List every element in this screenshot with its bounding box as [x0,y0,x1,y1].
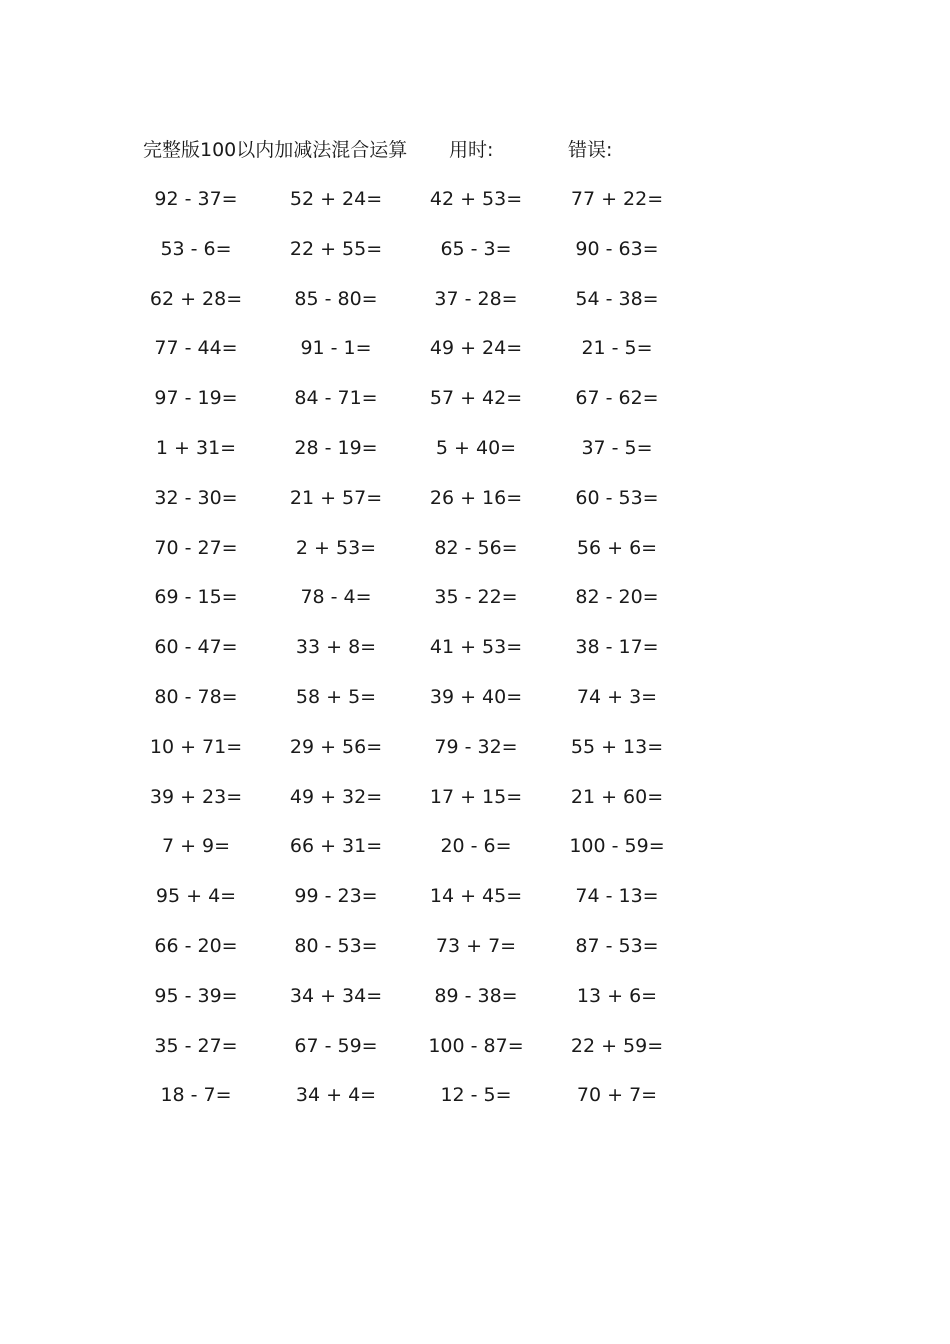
math-problem: 26 + 16= [429,486,523,509]
math-problem: 60 - 53= [575,486,659,509]
worksheet-header [143,137,703,163]
math-problem: 60 - 47= [154,636,238,659]
math-problem: 55 + 13= [570,735,664,758]
math-problem: 33 + 8= [295,636,377,659]
math-problem: 92 - 37= [154,188,238,210]
math-problem: 58 + 5= [295,685,377,708]
math-problem: 80 - 78= [154,685,238,708]
math-problem: 35 - 22= [434,586,518,609]
math-problem: 70 - 27= [154,536,238,559]
problem-row [0,883,950,933]
math-problem: 52 + 24= [289,188,383,210]
time-label: 用时: [449,139,494,161]
math-problem: 17 + 15= [429,785,523,808]
math-problem: 82 - 20= [575,586,659,609]
problem-row [0,385,950,435]
math-problem: 7 + 9= [161,835,231,858]
math-problem: 42 + 53= [429,188,523,210]
math-problem: 32 - 30= [154,486,238,509]
math-problem: 100 - 59= [569,835,665,858]
problem-row [0,286,950,336]
problem-row [0,734,950,784]
problem-row [0,983,950,1033]
math-problem: 95 + 4= [155,885,237,908]
math-problem: 69 - 15= [154,586,238,609]
problem-row [0,784,950,834]
problem-grid [0,186,950,1132]
problem-row [0,435,950,485]
errors-label: 错误: [568,139,613,161]
math-problem: 65 - 3= [440,237,512,260]
problem-row [0,186,950,236]
math-problem: 1 + 31= [155,436,237,459]
math-problem: 49 + 32= [289,785,383,808]
math-problem: 99 - 23= [294,885,378,908]
math-problem: 70 + 7= [576,1084,658,1107]
math-problem: 57 + 42= [429,387,523,410]
problem-row [0,933,950,983]
math-problem: 66 + 31= [289,835,383,858]
math-problem: 37 - 5= [581,436,653,459]
math-problem: 41 + 53= [429,636,523,659]
math-problem: 29 + 56= [289,735,383,758]
math-problem: 77 - 44= [154,337,238,360]
problem-row [0,485,950,535]
math-problem: 90 - 63= [575,237,659,260]
math-problem: 79 - 32= [434,735,518,758]
math-problem: 28 - 19= [294,436,378,459]
math-problem: 74 - 13= [575,885,659,908]
problem-row [0,335,950,385]
math-problem: 21 + 57= [289,486,383,509]
math-problem: 34 + 4= [295,1084,377,1107]
math-problem: 39 + 23= [149,785,243,808]
math-problem: 12 - 5= [440,1084,512,1107]
math-problem: 34 + 34= [289,984,383,1007]
math-problem: 77 + 22= [570,188,664,210]
math-problem: 54 - 38= [575,287,659,310]
math-problem: 14 + 45= [429,885,523,908]
math-problem: 97 - 19= [154,387,238,410]
math-problem: 21 + 60= [570,785,664,808]
math-problem: 22 + 55= [289,237,383,260]
math-problem: 62 + 28= [149,287,243,310]
math-problem: 21 - 5= [581,337,653,360]
math-problem: 91 - 1= [300,337,372,360]
math-problem: 100 - 87= [428,1034,524,1057]
problem-row [0,1082,950,1132]
math-problem: 84 - 71= [294,387,378,410]
math-problem: 18 - 7= [160,1084,232,1107]
math-problem: 20 - 6= [440,835,512,858]
problem-row [0,535,950,585]
math-problem: 67 - 59= [294,1034,378,1057]
problem-row [0,634,950,684]
math-problem: 22 + 59= [570,1034,664,1057]
problem-row [0,1033,950,1083]
math-problem: 5 + 40= [435,436,517,459]
math-problem: 39 + 40= [429,685,523,708]
math-problem: 66 - 20= [154,934,238,957]
problem-row [0,584,950,634]
math-problem: 37 - 28= [434,287,518,310]
math-problem: 56 + 6= [576,536,658,559]
math-problem: 82 - 56= [434,536,518,559]
math-problem: 67 - 62= [575,387,659,410]
problem-row [0,236,950,286]
math-problem: 73 + 7= [435,934,517,957]
math-problem: 78 - 4= [300,586,372,609]
math-problem: 2 + 53= [295,536,377,559]
math-problem: 10 + 71= [149,735,243,758]
problem-row [0,684,950,734]
math-problem: 53 - 6= [160,237,232,260]
math-problem: 87 - 53= [575,934,659,957]
worksheet-title: 完整版100以内加减法混合运算 [143,139,408,161]
math-problem: 85 - 80= [294,287,378,310]
math-problem: 13 + 6= [576,984,658,1007]
math-problem: 35 - 27= [154,1034,238,1057]
problem-row [0,833,950,883]
math-problem: 49 + 24= [429,337,523,360]
math-problem: 38 - 17= [575,636,659,659]
math-problem: 95 - 39= [154,984,238,1007]
math-problem: 89 - 38= [434,984,518,1007]
math-problem: 74 + 3= [576,685,658,708]
math-problem: 80 - 53= [294,934,378,957]
